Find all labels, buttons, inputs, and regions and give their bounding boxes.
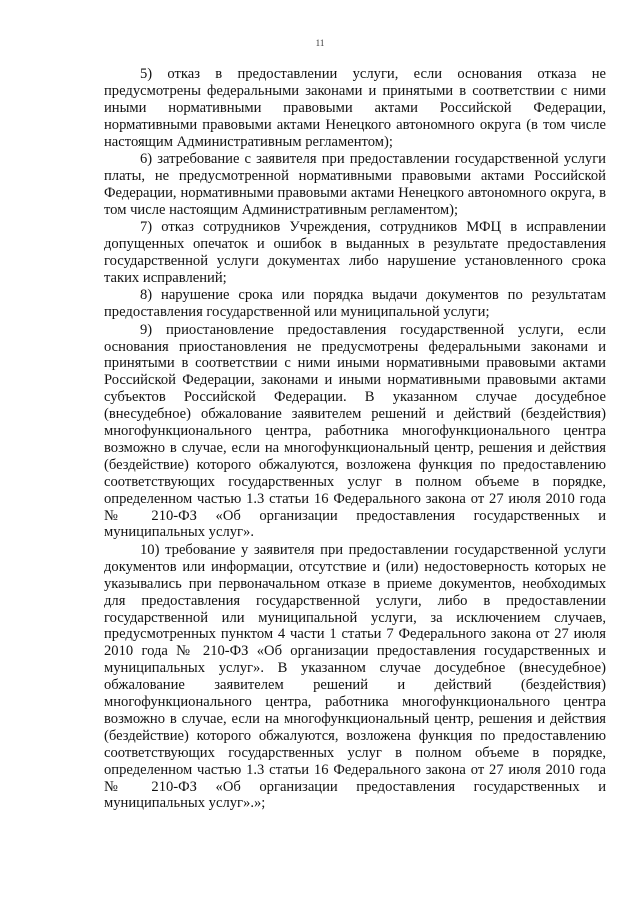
document-body — [104, 66, 606, 813]
list-item-5: 5) отказ в предоставлении услуги, если основания отказа не предусмотрены федеральными законами и принятыми в соответствии с ними иными нормативными правовыми актами Российской Федерации, нормативными правовыми актами Ненецкого автономного округа (в том числе настоящим Административным регламентом); — [104, 66, 606, 150]
list-item-8: 8) нарушение срока или порядка выдачи документов по результатам предоставления государственной или муниципальной услуги; — [104, 287, 606, 321]
page-number: 11 — [315, 38, 325, 48]
list-item-6: 6) затребование с заявителя при предоставлении государственной услуги платы, не предусмотренной нормативными правовыми актами Российской Федерации, нормативными правовыми актами Ненецкого автономного округа, в том числе настоящим Административным регламентом); — [104, 151, 606, 218]
list-item-7: 7) отказ сотрудников Учреждения, сотрудников МФЦ в исправлении допущенных опечаток и ошибок в выданных в результате предоставления государственной услуги документах либо нарушение установленного срока таких исправлений; — [104, 219, 606, 286]
list-item-9: 9) приостановление предоставления государственной услуги, если основания приостановления не предусмотрены федеральными законами и принятыми в соответствии с ними иными нормативными правовыми актами Российской Федерации, законами и иными нормативными правовыми актами субъектов Российской Федерации. В указанном случае досудебное (внесудебное) обжалование заявителем решений и действий (бездействия) многофункционального центра, работника многофункционального центра возможно в случае, если на многофункциональный центр, решения и действия (бездействие) которого обжалуются, возложена функция по предоставлению соответствующих государственных услуг в полном объеме в порядке, определенном частью 1.3 статьи 16 Федерального закона от 27 июля 2010 года № 210-ФЗ «Об организации предоставления государственных и муниципальных услуг». — [104, 321, 606, 541]
list-item-10: 10) требование у заявителя при предоставлении государственной услуги документов или информации, отсутствие и (или) недостоверность которых не указывались при первоначальном отказе в приеме документов, необходимых для предоставления государственной услуги, либо в предоставлении государственной или муниципальной услуги, за исключением случаев, предусмотренных пунктом 4 части 1 статьи 7 Федерального закона от 27 июля 2010 года № 210-ФЗ «Об организации предоставления государственных и муниципальных услуг». В указанном случае досудебное (внесудебное) обжалование заявителем решений и действий (бездействия) многофункционального центра, работника многофункционального центра возможно в случае, если на многофункциональный центр, решения и действия (бездействие) которого обжалуются, возложена функция по предоставлению соответствующих государственных услуг в полном объеме в порядке, определенном частью 1.3 статьи 16 Федерального закона от 27 июля 2010 года № 210-ФЗ «Об организации предоставления государственных и муниципальных услуг».»; — [104, 541, 606, 812]
